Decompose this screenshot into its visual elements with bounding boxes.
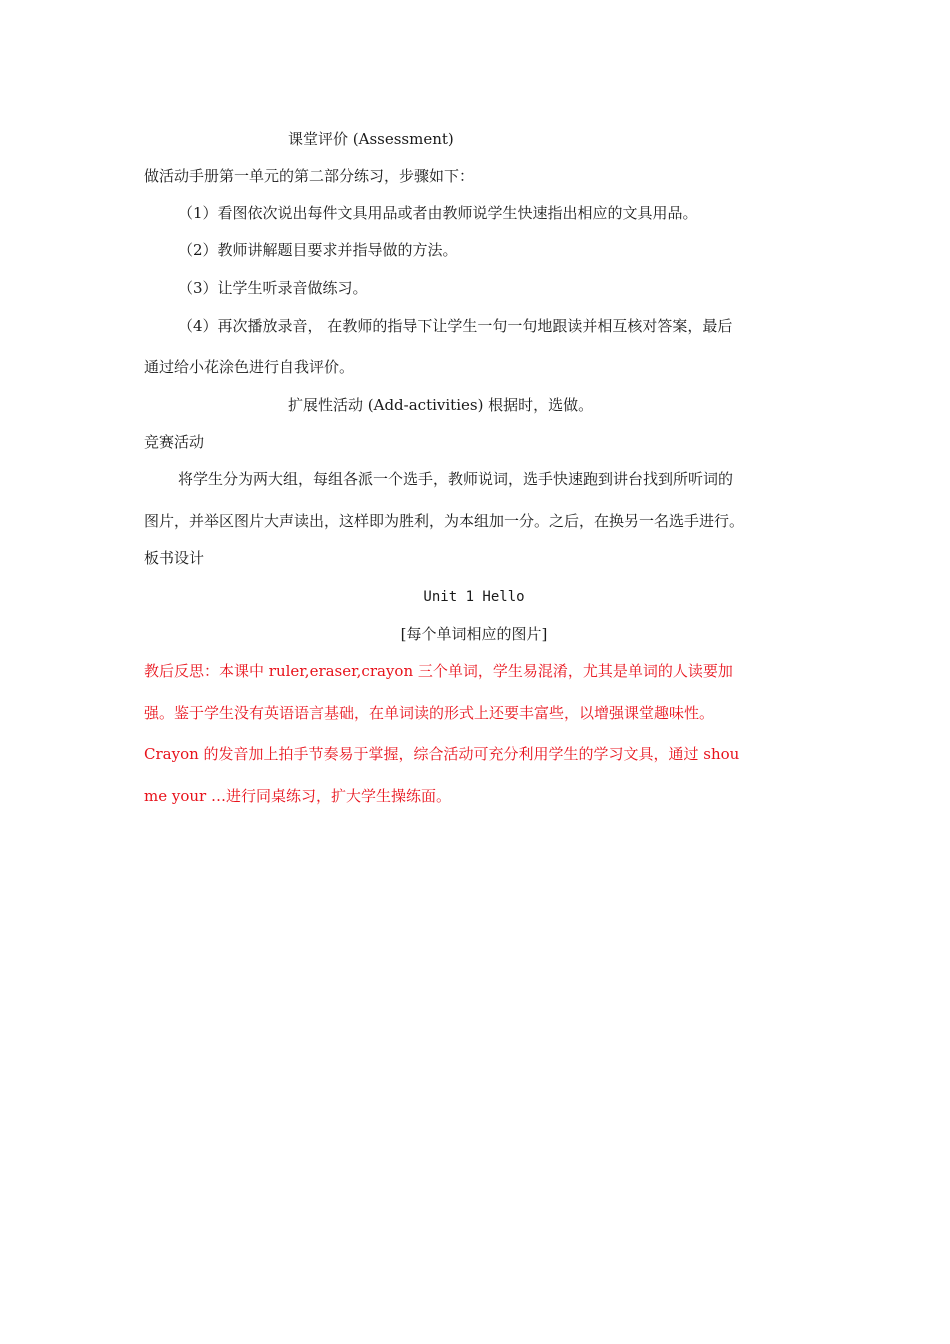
- board-subtitle: [每个单词相应的图片]: [400, 625, 548, 643]
- step-4: （4）再次播放录音， 在教师的指导下让学生一句一句地跟读并相互核对答案，最后: [178, 317, 733, 335]
- competition-text-line-1: 将学生分为两大组，每组各派一个选手，教师说词，选手快速跑到讲台找到所听词的: [178, 470, 734, 488]
- board-design-heading: 板书设计: [144, 549, 205, 567]
- competition-heading: 竞赛活动: [144, 433, 205, 451]
- assessment-heading: 课堂评价 (Assessment): [288, 130, 454, 148]
- reflection-line-4: me your …进行同桌练习，扩大学生操练面。: [144, 787, 451, 805]
- board-title: Unit 1 Hello: [423, 589, 525, 605]
- reflection-line-1: 教后反思：本课中 ruler,eraser,crayon 三个单词，学生易混淆，尤其是单词的人读要加: [144, 662, 733, 680]
- competition-text-line-2: 图片，并举区图片大声读出，这样即为胜利，为本组加一分。之后，在换另一名选手进行。: [144, 512, 745, 530]
- step-1: （1）看图依次说出每件文具用品或者由教师说学生快速指出相应的文具用品。: [178, 204, 698, 222]
- step-4-continued: 通过给小花涂色进行自我评价。: [144, 358, 355, 376]
- step-3: （3）让学生听录音做练习。: [178, 279, 368, 297]
- assessment-intro: 做活动手册第一单元的第二部分练习，步骤如下：: [144, 167, 475, 185]
- reflection-line-2: 强。鉴于学生没有英语语言基础，在单词读的形式上还要丰富些，以增强课堂趣味性。: [144, 704, 715, 722]
- reflection-line-3: Crayon 的发音加上拍手节奏易于掌握，综合活动可充分利用学生的学习文具，通过 shou: [144, 745, 740, 763]
- step-2: （2）教师讲解题目要求并指导做的方法。: [178, 241, 458, 259]
- add-activities-heading: 扩展性活动 (Add-activities) 根据时，选做。: [288, 396, 594, 414]
